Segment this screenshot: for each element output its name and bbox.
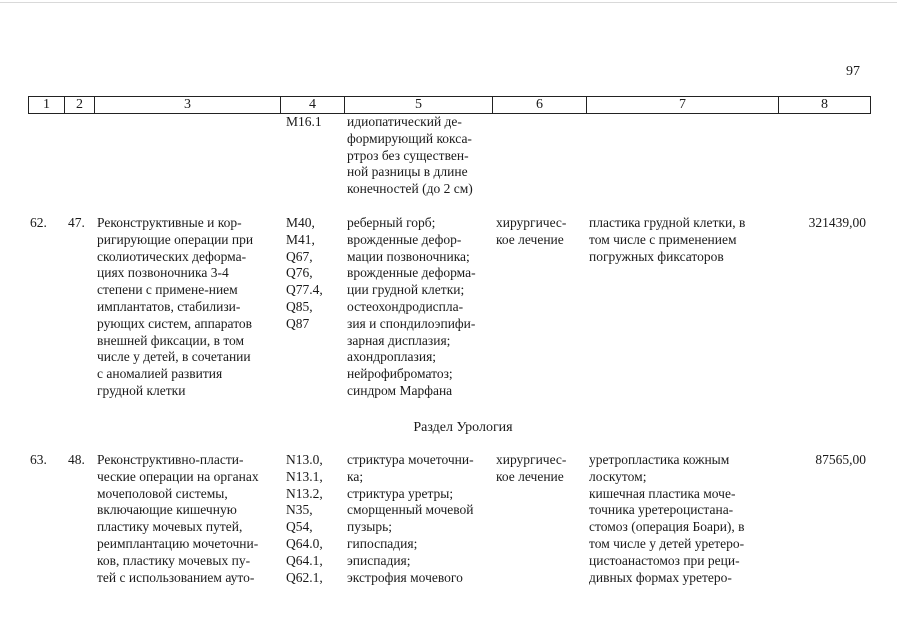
procedure-name-line: внешней фиксации, в том: [97, 332, 245, 348]
header-col-4: 4: [281, 97, 345, 114]
continuation-model-line: конечностей (до 2 см): [347, 181, 473, 197]
patient-model-line: пузырь;: [347, 519, 393, 535]
patient-model-line: зарная дисплазия;: [347, 332, 451, 348]
icd-code: M41,: [286, 231, 315, 247]
continuation-codes: M16.1: [286, 114, 322, 129]
patient-model-line: ка;: [347, 468, 364, 484]
treatment-type-line: кое лечение: [496, 231, 564, 247]
row-number: 63.: [30, 452, 47, 467]
patient-model-line: ахондроплазия;: [347, 349, 437, 365]
icd-code: N13.0,: [286, 452, 323, 467]
patient-model-line: экстрофия мочевого: [347, 569, 463, 585]
procedure-name-line: Реконструктивно-пласти-: [97, 452, 244, 467]
procedure-name-line: реимплантацию мочеточни-: [97, 535, 259, 551]
header-col-8: 8: [779, 97, 871, 114]
row-number: 62.: [30, 215, 47, 230]
treatment-type-line: хирургичес-: [496, 215, 567, 230]
continuation-model-line: ртроз без существен-: [347, 147, 469, 163]
procedure-name-line: Реконструктивные и кор-: [97, 215, 242, 230]
page-number: 97: [846, 64, 860, 79]
icd-code: Q76,: [286, 265, 313, 281]
patient-model-line: стриктура уретры;: [347, 485, 454, 501]
continuation-model-line: ной разницы в длине: [347, 164, 468, 180]
treatment-method: [589, 215, 775, 265]
icd-code: Q87: [286, 315, 310, 331]
column-number-header: [28, 96, 871, 114]
patient-model-line: реберный горб;: [347, 215, 436, 230]
treatment-method-line: том числе у детей уретеро-: [589, 535, 745, 551]
treatment-method-line: пластика грудной клетки, в: [589, 215, 746, 230]
patient-model-line: остеохондродиспла-: [347, 298, 464, 314]
procedure-name-line: включающие кишечную: [97, 502, 237, 518]
procedure-name-line: с аномалией развития: [97, 366, 223, 382]
scan-edge-line: [0, 2, 897, 3]
treatment-method-line: стомоз (операция Боари), в: [589, 519, 745, 535]
section-title: Раздел Урология: [413, 420, 513, 435]
procedure-name-line: ческие операции на органах: [97, 468, 259, 484]
icd-codes: [286, 452, 346, 586]
cost-value: 87565,00: [815, 452, 866, 467]
patient-model: [347, 215, 493, 400]
treatment-method-line: том числе с применением: [589, 231, 737, 247]
treatment-method-line: погружных фиксаторов: [589, 248, 724, 264]
patient-model-line: ции грудной клетки;: [347, 282, 465, 298]
icd-codes: [286, 215, 346, 333]
icd-code: Q85,: [286, 298, 313, 314]
icd-code: Q64.1,: [286, 552, 323, 568]
procedure-name-line: числе у детей, в сочетании: [97, 349, 251, 365]
icd-code: Q62.1,: [286, 569, 323, 585]
patient-model-line: гипоспадия;: [347, 535, 418, 551]
patient-model-line: зия и спондилоэпифи-: [347, 315, 476, 331]
procedure-name-line: рующих систем, аппаратов: [97, 315, 253, 331]
patient-model-line: мации позвоночника;: [347, 248, 470, 264]
treatment-method-line: лоскутом;: [589, 468, 647, 484]
group-number: 47.: [68, 215, 85, 230]
procedure-name-line: ригирующие операции при: [97, 231, 254, 247]
treatment-method: [589, 452, 775, 586]
treatment-method-line: дивных формах уретеро-: [589, 569, 732, 585]
continuation-model-line: формирующий кокса-: [347, 130, 472, 146]
procedure-name-line: ков, пластику мочевых пу-: [97, 552, 251, 568]
header-col-2: 2: [65, 97, 95, 114]
header-col-5: 5: [345, 97, 493, 114]
procedure-name-line: сколиотических деформа-: [97, 248, 247, 264]
header-col-6: 6: [493, 97, 587, 114]
procedure-name: [97, 452, 277, 586]
patient-model-line: синдром Марфана: [347, 382, 453, 398]
patient-model-line: нейрофиброматоз;: [347, 366, 453, 382]
icd-code: N35,: [286, 502, 313, 518]
icd-code: N13.2,: [286, 485, 323, 501]
group-number: 48.: [68, 452, 85, 467]
icd-code: Q67,: [286, 248, 313, 264]
icd-code: M40,: [286, 215, 315, 230]
icd-code: Q54,: [286, 519, 313, 535]
cost-value: 321439,00: [808, 215, 866, 230]
patient-model-line: эписпадия;: [347, 552, 411, 568]
header-col-3: 3: [95, 97, 281, 114]
patient-model: [347, 452, 493, 586]
icd-code: Q64.0,: [286, 535, 323, 551]
treatment-method-line: цистоанастомоз при реци-: [589, 552, 740, 568]
procedure-name-line: мочеполовой системы,: [97, 485, 228, 501]
treatment-type: [496, 452, 586, 486]
treatment-type: [496, 215, 586, 249]
patient-model-line: врожденные дефор-: [347, 231, 462, 247]
procedure-name-line: грудной клетки: [97, 382, 186, 398]
procedure-name-line: тей с использованием ауто-: [97, 569, 255, 585]
procedure-name-line: циях позвоночника 3-4: [97, 265, 229, 281]
patient-model-line: стриктура мочеточни-: [347, 452, 474, 467]
treatment-method-line: кишечная пластика моче-: [589, 485, 736, 501]
treatment-method-line: точника уретероцистана-: [589, 502, 734, 518]
header-col-7: 7: [587, 97, 779, 114]
header-col-1: 1: [29, 97, 65, 114]
procedure-name-line: имплантатов, стабилизи-: [97, 298, 241, 314]
treatment-method-line: уретропластика кожным: [589, 452, 730, 467]
icd-code: Q77.4,: [286, 282, 323, 298]
treatment-type-line: хирургичес-: [496, 452, 567, 467]
icd-code: N13.1,: [286, 468, 323, 484]
procedure-name-line: пластику мочевых путей,: [97, 519, 243, 535]
continuation-model: [347, 114, 493, 198]
patient-model-line: врожденные деформа-: [347, 265, 476, 281]
continuation-model-line: идиопатический де-: [347, 114, 462, 129]
treatment-type-line: кое лечение: [496, 468, 564, 484]
procedure-name-line: степени с примене-нием: [97, 282, 238, 298]
patient-model-line: сморщенный мочевой: [347, 502, 474, 518]
procedure-name: [97, 215, 277, 400]
